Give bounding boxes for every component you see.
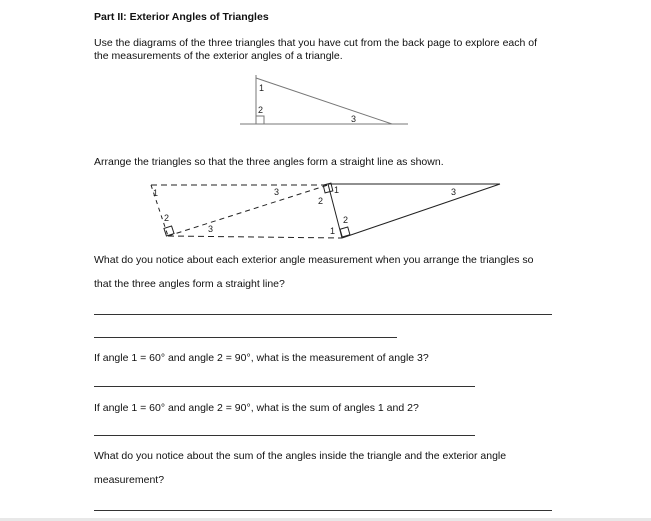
question-4-line-2: measurement? xyxy=(94,474,165,486)
mid-angle-label-3: 3 xyxy=(274,187,280,197)
intro-text-line-2: the measurements of the exterior angles of a triangle. xyxy=(94,50,343,62)
left-angle-label-2: 2 xyxy=(164,213,170,223)
solid-hypotenuse xyxy=(342,184,500,238)
right-angle-label-3: 3 xyxy=(451,187,457,197)
right-angle-label-1: 1 xyxy=(334,185,340,195)
answer-line-2[interactable] xyxy=(94,386,475,387)
angle-label-1: 1 xyxy=(259,83,265,93)
question-1-line-1: What do you notice about each exterior angle measurement when you arrange the triangles so xyxy=(94,254,534,266)
question-3: If angle 1 = 60° and angle 2 = 90°, what is the sum of angles 1 and 2? xyxy=(94,402,419,414)
left-angle-label-3: 3 xyxy=(208,224,214,234)
diagonal-dashed-line xyxy=(168,185,328,236)
answer-line-1b[interactable] xyxy=(94,337,397,338)
right-angle-label-2: 2 xyxy=(343,215,349,225)
question-4-line-1: What do you notice about the sum of the angles inside the triangle and the exterior angle xyxy=(94,450,507,462)
question-1-line-2: that the three angles form a straight line? xyxy=(94,278,285,290)
section-title: Part II: Exterior Angles of Triangles xyxy=(94,11,269,23)
left-angle-label-1: 1 xyxy=(153,188,159,198)
question-2: If angle 1 = 60° and angle 2 = 90°, what is the measurement of angle 3? xyxy=(94,352,429,364)
bottom-right-angle-marker xyxy=(340,227,350,237)
arrangement-instruction: Arrange the triangles so that the three angles form a straight line as shown. xyxy=(94,156,444,168)
mid-angle-label-1: 1 xyxy=(330,226,336,236)
left-right-angle-marker xyxy=(164,226,174,236)
answer-line-1a[interactable] xyxy=(94,314,552,315)
intro-text-line-1: Use the diagrams of the three triangles that you have cut from the back page to explore each of xyxy=(94,37,538,49)
answer-line-4[interactable] xyxy=(94,510,552,511)
mid-angle-label-2: 2 xyxy=(318,196,324,206)
angle-label-2: 2 xyxy=(258,105,264,115)
bottom-dashed-line xyxy=(168,236,342,238)
answer-line-3[interactable] xyxy=(94,435,475,436)
angle-label-3: 3 xyxy=(351,114,357,124)
